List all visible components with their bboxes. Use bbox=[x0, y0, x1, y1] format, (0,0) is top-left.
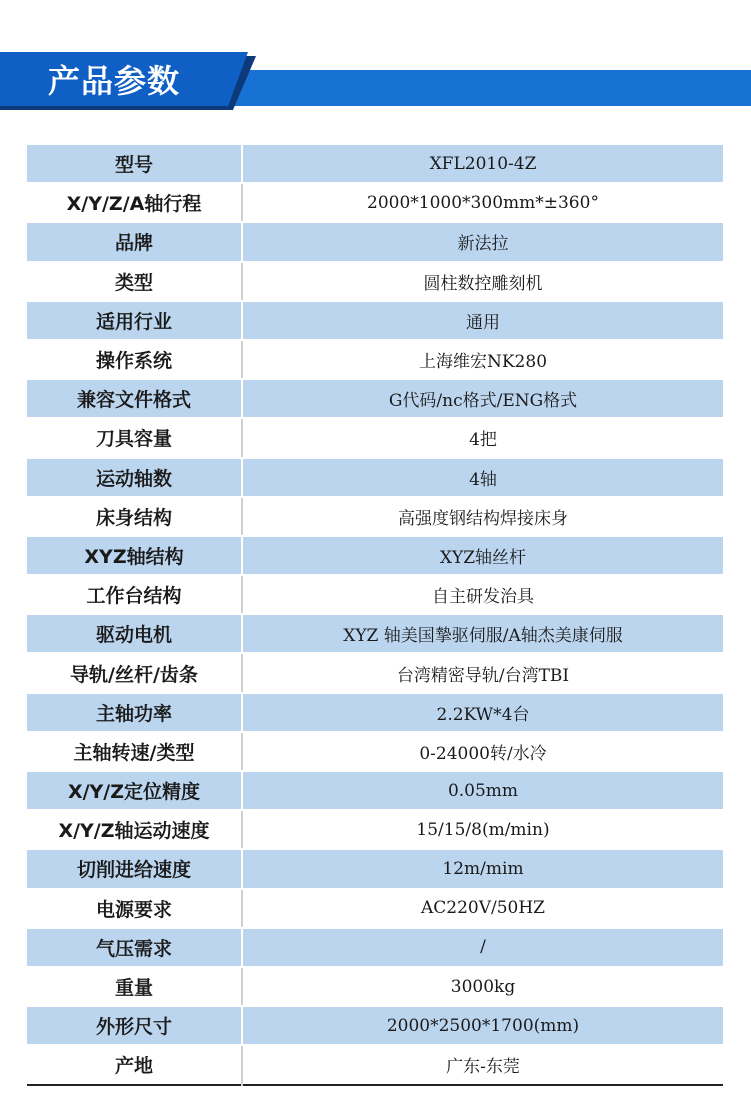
table-row bbox=[27, 301, 723, 340]
table-row bbox=[27, 497, 723, 536]
spec-label: X/Y/Z定位精度 bbox=[27, 771, 242, 810]
spec-value: XYZ 轴美国摯驱伺服/A轴杰美康伺服 bbox=[242, 614, 723, 653]
table-row bbox=[27, 928, 723, 967]
spec-value: 广东-东莞 bbox=[242, 1045, 723, 1084]
table-row bbox=[27, 222, 723, 261]
spec-value: XFL2010-4Z bbox=[242, 145, 723, 183]
spec-value: 0-24000转/水冷 bbox=[242, 732, 723, 771]
spec-label: 型号 bbox=[27, 145, 242, 183]
table-row bbox=[27, 771, 723, 810]
table-row bbox=[27, 145, 723, 183]
spec-value: AC220V/50HZ bbox=[242, 889, 723, 928]
spec-value: 12m/mim bbox=[242, 849, 723, 888]
spec-value: 通用 bbox=[242, 301, 723, 340]
spec-value: 自主研发治具 bbox=[242, 575, 723, 614]
table-row bbox=[27, 889, 723, 928]
spec-value: 4轴 bbox=[242, 458, 723, 497]
table-row bbox=[27, 810, 723, 849]
table-row bbox=[27, 458, 723, 497]
spec-label: 气压需求 bbox=[27, 928, 242, 967]
spec-label: 产地 bbox=[27, 1045, 242, 1084]
spec-label: 运动轴数 bbox=[27, 458, 242, 497]
spec-value: 15/15/8(m/min) bbox=[242, 810, 723, 849]
spec-label: 工作台结构 bbox=[27, 575, 242, 614]
spec-value: 2.2KW*4台 bbox=[242, 693, 723, 732]
table-row bbox=[27, 1045, 723, 1084]
page-title: 产品参数 bbox=[48, 62, 181, 100]
spec-value: 台湾精密导轨/台湾TBI bbox=[242, 653, 723, 692]
spec-label: 电源要求 bbox=[27, 889, 242, 928]
spec-label: 品牌 bbox=[27, 222, 242, 261]
spec-value: 3000kg bbox=[242, 967, 723, 1006]
spec-label: 主轴转速/类型 bbox=[27, 732, 242, 771]
table-row bbox=[27, 1006, 723, 1045]
spec-label: 切削进给速度 bbox=[27, 849, 242, 888]
table-row bbox=[27, 967, 723, 1006]
spec-value: 4把 bbox=[242, 418, 723, 457]
spec-table bbox=[27, 145, 723, 1086]
spec-label: 适用行业 bbox=[27, 301, 242, 340]
table-row bbox=[27, 379, 723, 418]
spec-label: XYZ轴结构 bbox=[27, 536, 242, 575]
spec-label: X/Y/Z轴运动速度 bbox=[27, 810, 242, 849]
table-row bbox=[27, 849, 723, 888]
spec-value: 2000*1000*300mm*±360° bbox=[242, 183, 723, 222]
spec-value: 2000*2500*1700(mm) bbox=[242, 1006, 723, 1045]
spec-label: 类型 bbox=[27, 262, 242, 301]
table-row bbox=[27, 418, 723, 457]
spec-label: 外形尺寸 bbox=[27, 1006, 242, 1045]
spec-label: 导轨/丝杆/齿条 bbox=[27, 653, 242, 692]
table-row bbox=[27, 653, 723, 692]
table-row bbox=[27, 732, 723, 771]
spec-table-body bbox=[27, 145, 723, 1085]
spec-label: 主轴功率 bbox=[27, 693, 242, 732]
section-header bbox=[0, 52, 751, 110]
spec-value: G代码/nc格式/ENG格式 bbox=[242, 379, 723, 418]
spec-label: 刀具容量 bbox=[27, 418, 242, 457]
table-row bbox=[27, 262, 723, 301]
spec-value: 0.05mm bbox=[242, 771, 723, 810]
spec-value: 高强度钢结构焊接床身 bbox=[242, 497, 723, 536]
spec-label: 兼容文件格式 bbox=[27, 379, 242, 418]
spec-value: 新法拉 bbox=[242, 222, 723, 261]
spec-label: 床身结构 bbox=[27, 497, 242, 536]
table-row bbox=[27, 536, 723, 575]
spec-label: 重量 bbox=[27, 967, 242, 1006]
spec-value: 上海维宏NK280 bbox=[242, 340, 723, 379]
header-band bbox=[200, 70, 751, 106]
table-row bbox=[27, 183, 723, 222]
spec-label: X/Y/Z/A轴行程 bbox=[27, 183, 242, 222]
table-row bbox=[27, 575, 723, 614]
table-row bbox=[27, 693, 723, 732]
table-row bbox=[27, 340, 723, 379]
spec-value: XYZ轴丝杆 bbox=[242, 536, 723, 575]
spec-value: / bbox=[242, 928, 723, 967]
spec-value: 圆柱数控雕刻机 bbox=[242, 262, 723, 301]
table-row bbox=[27, 614, 723, 653]
spec-label: 驱动电机 bbox=[27, 614, 242, 653]
spec-label: 操作系统 bbox=[27, 340, 242, 379]
